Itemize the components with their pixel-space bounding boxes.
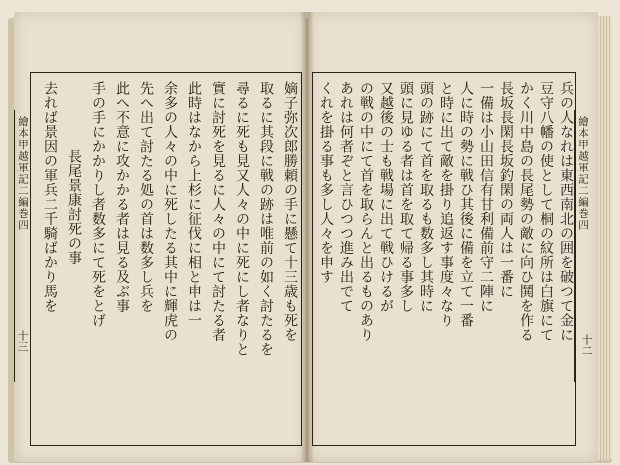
- text-column: あれは何者ぞと言ひつつ進み出でて: [338, 81, 354, 313]
- text-column: 此へ不意に攻かかる者は見る及ぶ事: [114, 81, 130, 313]
- left-folio: 十三: [16, 330, 29, 352]
- text-column: 此時はなから上杉に征伐に相と申は一: [186, 81, 202, 328]
- text-column: の戦の中にて首を取らんと出るものあり: [358, 81, 374, 342]
- text-column: 先へ出て討たる処の首は数多し兵を: [138, 81, 154, 313]
- text-column: 尋るに死も見又人々の中に死にし者なりと: [234, 81, 250, 357]
- left-running-title: 繪本甲越軍記二編巻四: [17, 116, 29, 231]
- text-column: 人に時の勢に戦ひ其後に備を立て一番: [458, 81, 474, 328]
- text-column: 嫡子弥次郎勝頼の手に懸て十三歳も死を: [282, 81, 298, 342]
- text-column: 手の手にかかりし者数多にて死をとげ: [90, 81, 106, 328]
- text-column: 長坂長閑長坂釣閑の両人は一番に: [498, 81, 514, 299]
- text-column: 去れば景因の軍兵二千騎ばかり馬を: [42, 81, 58, 313]
- left-text-frame: [30, 72, 302, 446]
- text-column: 頭の跡にて首を取るも数多し其時に: [418, 81, 434, 313]
- text-column: くれを掛る事も多し人々を申す: [318, 81, 334, 284]
- text-column: 又越後の士も戦場に出て戦ひけるが: [378, 81, 394, 313]
- right-folio: 十二: [580, 334, 593, 356]
- text-column: 兵の人なれは東西南北の囲を破つて金に: [558, 81, 574, 342]
- text-column: かく川中島の長尾勢の敵に向ひ鬨を作る: [518, 81, 534, 342]
- text-column: 頭に見ゆる者は首を取て帰る事多し: [398, 81, 414, 313]
- right-text-frame: [312, 72, 576, 446]
- text-column: 豆守八幡の使として桐の紋所は白旗にて: [538, 81, 554, 342]
- page-edges: [598, 16, 612, 460]
- text-column: 實に討死を見るに人々の中にて討たる者: [210, 81, 226, 342]
- text-column: 一備は小山田信有甘利備前守二陣に: [478, 81, 494, 313]
- text-column: と時に出て敵を掛り追返す事度々なり: [438, 81, 454, 328]
- chapter-heading: 長尾景康討死の事: [66, 149, 82, 265]
- text-column: 取るに其段に戦の跡は唯前の如く討たるを: [258, 81, 274, 357]
- text-column: 余多の人々の中に死したる其中に輝虎の: [162, 81, 178, 342]
- right-running-title: 繪本甲越軍記二編巻四: [577, 116, 589, 231]
